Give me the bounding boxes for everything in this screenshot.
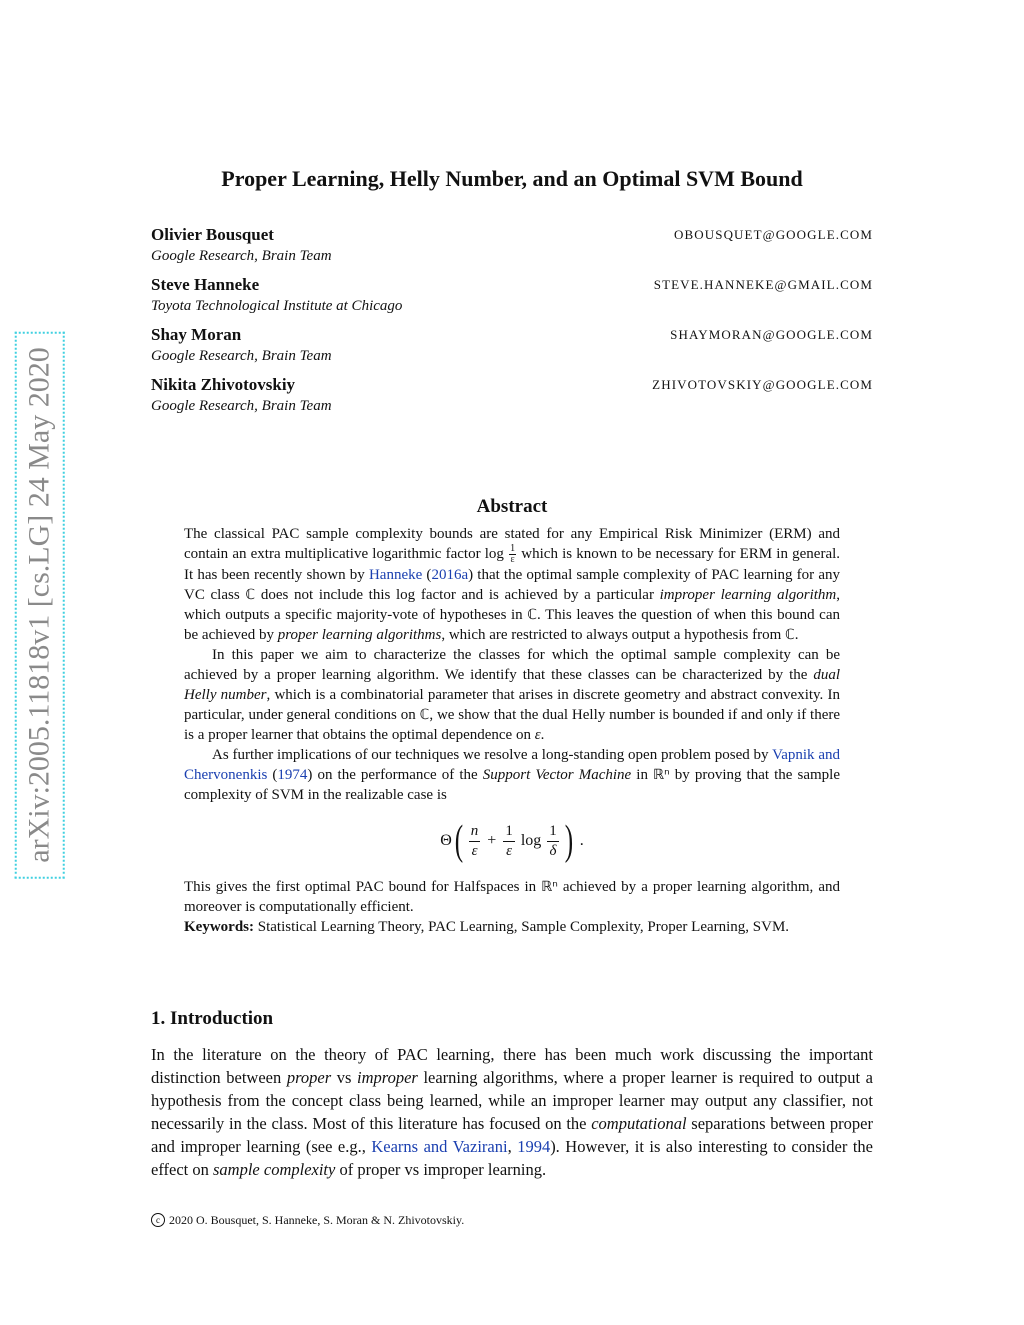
citation-kearns-link[interactable]: Kearns and Vazirani: [371, 1137, 508, 1156]
formula-period: .: [579, 832, 584, 850]
concept-class-symbol: ℂ: [785, 627, 795, 644]
emphasis: sample complexity: [213, 1160, 336, 1179]
left-paren: (: [454, 818, 463, 865]
emphasis: Support Vector Machine: [482, 767, 632, 784]
fraction-denominator: ε: [471, 842, 478, 859]
right-paren: ): [564, 818, 573, 865]
concept-class-symbol: ℂ: [245, 587, 256, 604]
text-run: which is known to be necessary for ERM in general. It has been recently shown by: [184, 546, 841, 584]
real-space-symbol: ℝⁿ: [653, 767, 670, 784]
text-run: In this paper we aim to characterize the classes for which the optimal sample complexity can be achieved by a proper learning algorithm. We identify that these classes can be characterized by the: [184, 647, 840, 684]
fraction-numerator: 1: [547, 822, 559, 842]
arxiv-id[interactable]: arXiv:2005.11818v1 [cs.LG] 24 May 2020: [15, 331, 65, 878]
text-run: , which are restricted to always output a hypothesis from: [441, 627, 786, 644]
text-run: achieved by a proper learning algorithm, and moreover is computationally efficient.: [184, 879, 840, 916]
keywords-list: Statistical Learning Theory, PAC Learning, Sample Complexity, Proper Learning, SVM.: [254, 919, 790, 936]
text-run: learning algorithms, where a proper learner is required to output a hypothesis from the concept class being learned, while an improper learner may output any classifier, not necessarily in the class. Most of this literature has focused on the: [151, 1068, 873, 1133]
emphasis: improper learning algorithm: [659, 587, 837, 604]
author-entry: [151, 324, 873, 366]
text-run: ) that the optimal sample complexity of PAC learning for any VC class: [184, 567, 840, 604]
citation-vapnik-link[interactable]: Vapnik and Chervonenkis: [184, 747, 840, 784]
text-run: , which is a combinatorial parameter that arises in discrete geometry and abstract convexity. In particular, under general conditions on: [184, 687, 840, 724]
copyright-text: 2020 O. Bousquet, S. Hanneke, S. Moran & N. Zhivotovskiy.: [169, 1213, 465, 1227]
log-operator: log: [520, 832, 542, 850]
text-run: in: [631, 767, 654, 784]
citation-kearns-year-link[interactable]: 1994: [517, 1137, 551, 1156]
text-run: does not include this log factor and is achieved by a particular: [255, 587, 660, 604]
keywords-label: Keywords:: [184, 919, 254, 936]
fraction-denominator: ε: [510, 554, 515, 566]
copyright-notice: [151, 1213, 464, 1228]
text-run: of proper vs improper learning.: [335, 1160, 547, 1179]
text-run: . This leaves the question of when this bound can be achieved by: [184, 607, 840, 644]
fraction-one-over-delta: [547, 822, 559, 861]
author-block: [151, 224, 873, 424]
emphasis: computational: [591, 1114, 687, 1133]
fraction: [509, 544, 516, 565]
fraction-denominator: δ: [549, 842, 557, 859]
introduction-paragraph: In the literature on the theory of PAC learning, there has been much work discussing the important distinction between proper vs improper learning algorithms, where a proper learner is required to output a hypothesis from the concept class being learned, while an improper learner may output any classifier, not necessarily in the class. Most of this literature has focused on the computational separations between proper and improper learning (see e.g., Kearns and Vazirani, 1994). However, it is also interesting to consider the effect on sample complexity of proper vs improper learning.: [151, 1045, 873, 1179]
emphasis: proper learning algorithms: [277, 627, 442, 644]
theta-symbol: Θ: [440, 832, 452, 850]
text-run: ) on the performance of the: [307, 767, 483, 784]
author-email[interactable]: SHAYMORAN@GOOGLE.COM: [670, 327, 873, 342]
epsilon-symbol: ε: [534, 727, 541, 744]
text-run: , we show that the dual Helly number is bounded if and only if there is a proper learner that obtains the optimal dependence on: [184, 707, 841, 744]
abstract-heading: Abstract: [476, 496, 548, 517]
author-email[interactable]: ZHIVOTOVSKIY@GOOGLE.COM: [652, 377, 873, 392]
author-affiliation: Google Research, Brain Team: [151, 348, 332, 364]
abstract-paragraph-3: As further implications of our techniques we resolve a long-standing open problem posed by Vapnik and Chervonenkis (1974) on the performance of the Support Vector Machine in ℝⁿ by proving that the sample complexity of SVM in the realizable case is: [184, 747, 841, 804]
fraction-numerator: n: [469, 822, 481, 842]
text-run: This gives the first optimal PAC bound for Halfspaces in: [184, 879, 542, 896]
author-name: Shay Moran: [151, 325, 242, 344]
fraction-n-over-eps: [469, 822, 481, 861]
author-email[interactable]: OBOUSQUET@GOOGLE.COM: [674, 227, 873, 242]
author-affiliation: Google Research, Brain Team: [151, 248, 332, 264]
author-email[interactable]: STEVE.HANNEKE@GMAIL.COM: [653, 277, 873, 292]
copyright-icon: c: [151, 1213, 165, 1227]
abstract-paragraph-1: The classical PAC sample complexity bounds are stated for any Empirical Risk Minimizer (ERM) and contain an extra multiplicative logarithmic factor log $\frac{1}{\varepsilon}$ which is known to be necessary for ERM in general. It has been recently shown by Hanneke (2016a) that the optimal sample complexity of PAC learning for any VC class ℂ does not include this log factor and is achieved by a particular improper learning algorithm, which outputs a specific majority-vote of hypotheses in ℂ. This leaves the question of when this bound can be achieved by proper learning algorithms, which are restricted to always output a hypothesis from ℂ.: [184, 526, 841, 644]
emphasis: proper: [286, 1068, 332, 1087]
section-heading-introduction: 1. Introduction: [151, 1008, 274, 1029]
text-run: The classical PAC sample complexity bounds are stated for any Empirical Risk Minimizer (ERM) and contain an extra multiplicative logarithmic factor log: [184, 526, 840, 562]
citation-hanneke-year-link[interactable]: 2016a: [431, 567, 469, 584]
author-entry: [151, 274, 873, 316]
author-name: Steve Hanneke: [151, 275, 260, 294]
emphasis: dual Helly number: [184, 667, 840, 704]
emphasis: improper: [357, 1068, 418, 1087]
text-run: .: [540, 727, 545, 744]
abstract-paragraph-4: [184, 877, 840, 917]
concept-class-symbol: ℂ: [527, 607, 538, 624]
text-run: ). However, it is also interesting to consider the effect on: [151, 1137, 873, 1179]
citation-vapnik-year-link[interactable]: 1974: [277, 767, 308, 784]
keywords: [184, 917, 840, 937]
fraction-numerator: 1: [510, 543, 516, 555]
text-run: In the literature on the theory of PAC learning, there has been much work discussing the important distinction between: [151, 1045, 873, 1087]
sample-complexity-formula: [184, 819, 840, 863]
author-entry: [151, 224, 873, 266]
author-name: Nikita Zhivotovskiy: [151, 375, 296, 394]
text-run: vs: [331, 1068, 358, 1087]
text-run: separations between proper and improper learning (see e.g.,: [151, 1114, 873, 1156]
text-run: by proving that the sample complexity of SVM in the realizable case is: [184, 767, 841, 804]
author-entry: [151, 374, 873, 416]
abstract: [184, 524, 840, 937]
fraction-one-over-eps: [503, 822, 515, 861]
text-run: As further implications of our techniques we resolve a long-standing open problem posed by: [212, 747, 773, 764]
citation-hanneke-link[interactable]: Hanneke: [368, 567, 423, 584]
abstract-paragraph-2: [184, 645, 840, 745]
paper-title: Proper Learning, Helly Number, and an Optimal SVM Bound: [221, 166, 803, 191]
concept-class-symbol: ℂ: [419, 707, 430, 724]
text-run: .: [794, 627, 799, 644]
author-name: Olivier Bousquet: [151, 225, 274, 244]
text-run: , which outputs a specific majority-vote of hypotheses in: [184, 587, 841, 624]
plus-sign: +: [487, 832, 497, 850]
fraction-numerator: 1: [503, 822, 515, 842]
author-affiliation: Google Research, Brain Team: [151, 398, 332, 414]
arxiv-stamp: [10, 305, 70, 905]
fraction-denominator: ε: [506, 842, 513, 859]
author-affiliation: Toyota Technological Institute at Chicago: [151, 298, 403, 314]
real-space-symbol: ℝⁿ: [541, 879, 558, 896]
